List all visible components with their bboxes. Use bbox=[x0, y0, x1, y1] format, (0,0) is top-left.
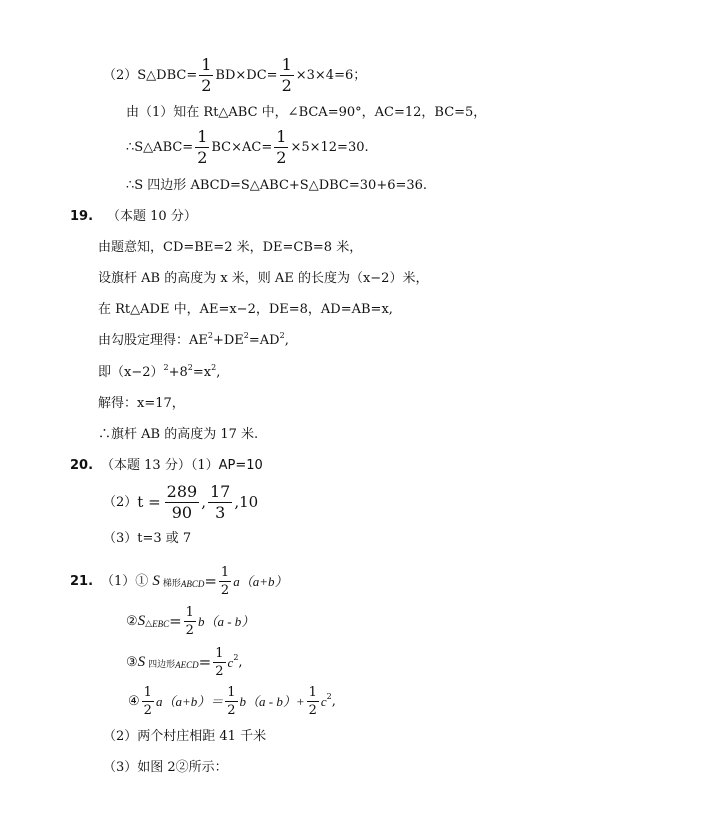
fraction-numerator: 1 bbox=[220, 565, 230, 580]
fraction bbox=[307, 686, 319, 717]
variable: a bbox=[155, 694, 163, 709]
subscript: 四边形 bbox=[148, 660, 176, 670]
area-symbol: S bbox=[152, 573, 160, 589]
text: （1）① bbox=[101, 574, 149, 589]
q21-line-6: （3）如图 2②所示： bbox=[103, 760, 228, 775]
fraction-numerator: 1 bbox=[281, 55, 292, 74]
superscript: 2 bbox=[326, 691, 332, 701]
fraction-denominator: 2 bbox=[143, 703, 152, 718]
fraction-denominator: 2 bbox=[308, 703, 317, 718]
fraction bbox=[165, 484, 200, 521]
fraction-denominator: 2 bbox=[197, 148, 208, 167]
question-number: 19. bbox=[70, 209, 94, 224]
q19-line-7: ∴旗杆 AB 的高度为 17 米. bbox=[98, 427, 259, 442]
fraction bbox=[225, 686, 237, 717]
q21-line-1 bbox=[70, 566, 287, 597]
text: +8 bbox=[168, 365, 188, 380]
superscript: 2 bbox=[243, 330, 249, 340]
fraction-denominator: 2 bbox=[276, 148, 287, 167]
superscript: 2 bbox=[233, 652, 239, 662]
text: +DE bbox=[212, 333, 244, 348]
comma: , bbox=[201, 493, 206, 511]
fraction-denominator: 90 bbox=[171, 503, 193, 522]
text: BC×AC= bbox=[211, 140, 273, 155]
text: （a+b）＝ bbox=[162, 694, 224, 709]
text: ∴S△ABC= bbox=[126, 140, 194, 155]
text: 由勾股定理得：AE bbox=[98, 333, 208, 348]
q21-line-2 bbox=[126, 606, 254, 637]
q19-line-3: 在 Rt△ADE 中，AE=x−2，DE=8，AD=AB=x, bbox=[98, 302, 393, 317]
text: （a - b）+ bbox=[246, 694, 305, 709]
question-score: （本题 10 分） bbox=[107, 209, 197, 224]
fraction-numerator: 1 bbox=[197, 127, 208, 146]
q19-line-6: 解得：x=17， bbox=[98, 396, 185, 411]
text: 即（x−2） bbox=[98, 365, 164, 380]
fraction bbox=[274, 129, 288, 166]
fraction bbox=[142, 686, 154, 717]
text: , bbox=[331, 694, 336, 709]
text: （a+b） bbox=[239, 574, 288, 589]
superscript: 2 bbox=[207, 330, 213, 340]
fraction-numerator: 17 bbox=[209, 482, 231, 501]
q21-line-4 bbox=[128, 686, 336, 717]
variable-t: t = bbox=[137, 493, 161, 511]
text: =x bbox=[192, 365, 212, 380]
fraction-numerator: 1 bbox=[201, 55, 212, 74]
q19-line-5 bbox=[98, 362, 221, 380]
superscript: 2 bbox=[211, 362, 217, 372]
text: （a - b） bbox=[204, 614, 255, 629]
fraction-numerator: 1 bbox=[308, 685, 317, 700]
fraction bbox=[219, 566, 231, 597]
variable: c bbox=[227, 655, 234, 670]
fraction-denominator: 2 bbox=[220, 583, 230, 598]
fraction-numerator: 1 bbox=[227, 685, 236, 700]
area-symbol: S bbox=[137, 613, 146, 629]
q19-line-1: 由题意知，CD=BE=2 米，DE=CB=8 米， bbox=[98, 240, 363, 255]
q18-line-1 bbox=[103, 57, 366, 94]
text: BD×DC= bbox=[215, 68, 278, 83]
text: （2） bbox=[103, 495, 138, 510]
fraction-denominator: 2 bbox=[201, 76, 212, 95]
q21-line-3 bbox=[126, 647, 243, 678]
fraction bbox=[213, 647, 225, 678]
variable: b bbox=[239, 694, 246, 709]
q18-line-4: ∴S 四边形 ABCD=S△ABC+S△DBC=30+6=36. bbox=[126, 178, 428, 193]
q20-line-3: （3）t=3 或 7 bbox=[103, 531, 192, 546]
text: ② bbox=[126, 614, 138, 629]
text: （2）S△DBC= bbox=[103, 68, 198, 83]
equals: = bbox=[169, 612, 182, 630]
fraction-denominator: 2 bbox=[215, 664, 224, 679]
answer-text: AP=10 bbox=[218, 458, 263, 473]
text: , bbox=[284, 333, 289, 348]
area-symbol: S bbox=[137, 654, 146, 670]
text: =AD bbox=[248, 333, 280, 348]
fraction bbox=[208, 484, 232, 521]
fraction-numerator: 1 bbox=[215, 646, 224, 661]
equals: = bbox=[198, 653, 212, 671]
question-score: （本题 13 分）（1） bbox=[101, 458, 219, 473]
subscript: EBC bbox=[152, 619, 170, 629]
fraction-numerator: 1 bbox=[185, 605, 194, 620]
subscript: AECD bbox=[175, 660, 199, 670]
q19-line-2: 设旗杆 AB 的高度为 x 米，则 AE 的长度为（x−2）米， bbox=[98, 271, 429, 286]
superscript: 2 bbox=[187, 362, 193, 372]
subscript: 梯形 bbox=[162, 579, 181, 589]
fraction bbox=[199, 57, 213, 94]
fraction-numerator: 1 bbox=[143, 685, 152, 700]
fraction bbox=[184, 606, 196, 637]
q20-line-2 bbox=[103, 484, 258, 521]
text: ×5×12=30. bbox=[290, 140, 369, 155]
fraction-denominator: 3 bbox=[215, 503, 226, 522]
fraction bbox=[280, 57, 294, 94]
q19-line-4 bbox=[98, 330, 289, 348]
text: ,10 bbox=[234, 493, 259, 511]
q19-header bbox=[70, 210, 197, 223]
fraction-denominator: 2 bbox=[281, 76, 292, 95]
superscript: 2 bbox=[279, 330, 285, 340]
question-number: 21. bbox=[70, 574, 94, 589]
superscript: 2 bbox=[163, 362, 169, 372]
fraction-numerator: 289 bbox=[166, 482, 198, 501]
variable: a bbox=[233, 574, 240, 589]
fraction-numerator: 1 bbox=[276, 127, 287, 146]
variable: b bbox=[197, 614, 205, 629]
text: ④ bbox=[128, 694, 140, 709]
q18-line-3 bbox=[126, 129, 369, 166]
fraction bbox=[195, 129, 209, 166]
text: ③ bbox=[126, 655, 138, 670]
subscript: ABCD bbox=[180, 579, 205, 589]
text: , bbox=[238, 655, 243, 670]
variable: c bbox=[320, 694, 327, 709]
q21-line-5: （2）两个村庄相距 41 千米 bbox=[103, 729, 267, 744]
q18-line-2: 由（1）知在 Rt△ABC 中，∠BCA=90°，AC=12，BC=5， bbox=[126, 105, 487, 120]
q20-header bbox=[70, 459, 263, 472]
fraction-denominator: 2 bbox=[185, 623, 194, 638]
text: , bbox=[216, 365, 221, 380]
fraction-denominator: 2 bbox=[227, 703, 236, 718]
subscript: △ bbox=[145, 619, 153, 629]
equals: = bbox=[204, 572, 217, 590]
text: ×3×4=6； bbox=[295, 68, 367, 83]
question-number: 20. bbox=[70, 458, 94, 473]
